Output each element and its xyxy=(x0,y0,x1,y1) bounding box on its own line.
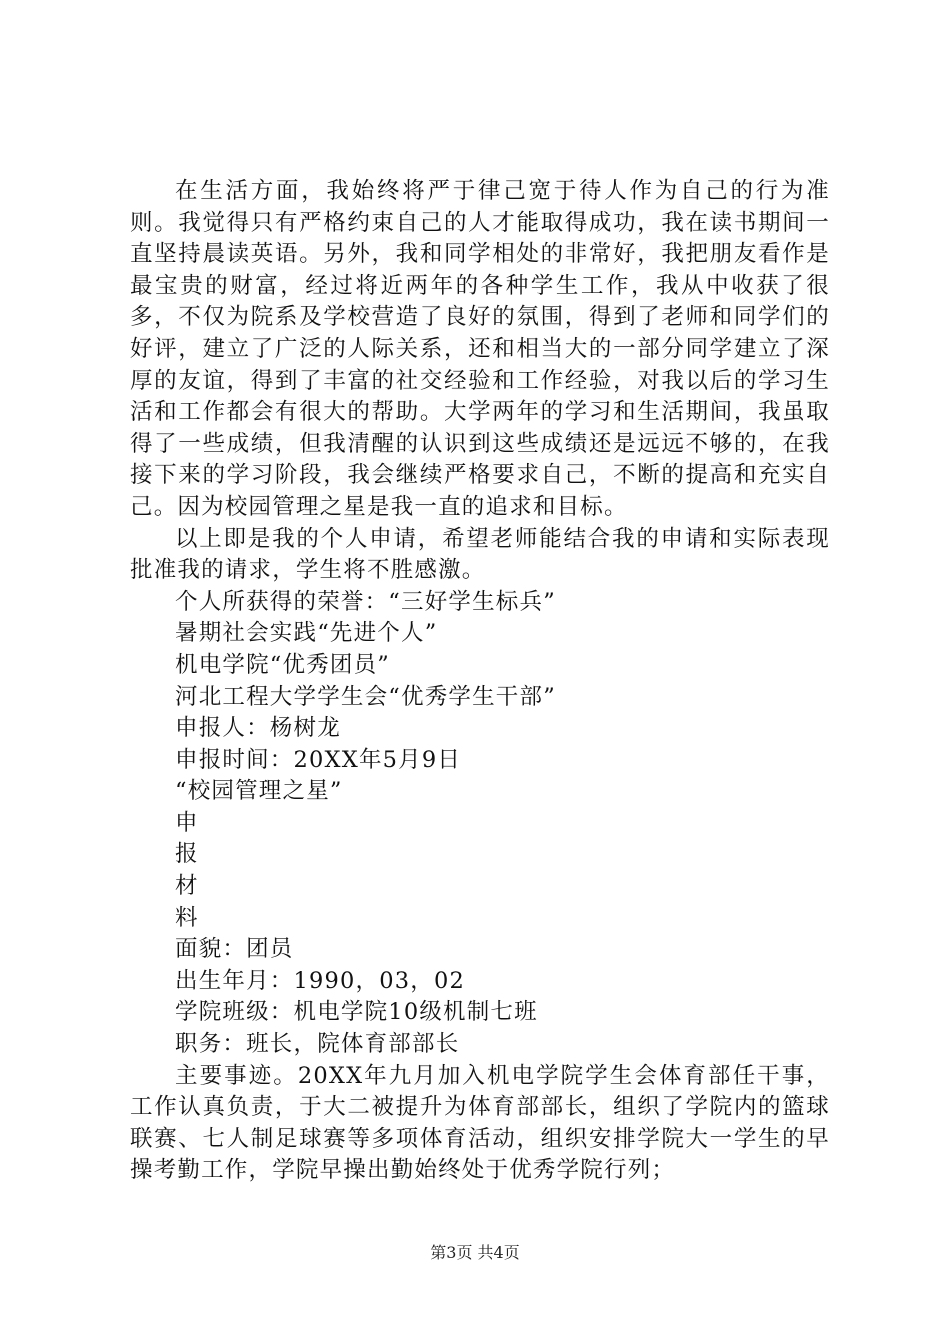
honor-line: 机电学院“优秀团员” xyxy=(175,651,391,678)
page-footer: 第3页 共4页 xyxy=(430,1243,520,1262)
deeds-paragraph: 主要事迹。20XX年九月加入机电学院学生会体育部任干事，工作认真负责，于大二被提升为体育部部长，组织了学院内的篮球联赛、七人制足球赛等多项体育活动，组织安排学院大一学生的早操考勤工作，学院早操出勤始终处于优秀学院行列； xyxy=(130,1062,830,1184)
closing-paragraph: 以上即是我的个人申请，希望老师能结合我的申请和实际表现批准我的请求，学生将不胜感激。 xyxy=(130,525,830,584)
honor-line: 河北工程大学学生会“优秀学生干部” xyxy=(175,683,556,710)
class-line: 学院班级：机电学院10级机制七班 xyxy=(175,999,538,1026)
material-char: 报 xyxy=(175,841,199,868)
birth-date-line: 出生年月：1990，03，02 xyxy=(175,967,466,994)
honor-line: 暑期社会实践“先进个人” xyxy=(175,620,438,647)
political-status-line: 面貌：团员 xyxy=(175,936,294,963)
material-char: 材 xyxy=(175,873,199,900)
material-char: 申 xyxy=(175,809,199,836)
position-line: 职务：班长，院体育部部长 xyxy=(175,1031,460,1058)
life-paragraph: 在生活方面，我始终将严于律己宽于待人作为自己的行为准则。我觉得只有严格约束自己的人才能取得成功，我在读书期间一直坚持晨读英语。另外，我和同学相处的非常好，我把朋友看作是最宝贵的财富，经过将近两年的各种学生工作，我从中收获了很多，不仅为院系及学校营造了良好的氛围，得到了老师和同学们的好评，建立了广泛的人际关系，还和相当大的一部分同学建立了深厚的友谊，得到了丰富的社交经验和工作经验，对我以后的学习生活和工作都会有很大的帮助。大学两年的学习和生活期间，我虽取得了一些成绩，但我清醒的认识到这些成绩还是远远不够的，在我接下来的学习阶段，我会继续严格要求自己，不断的提高和充实自己。因为校园管理之星是我一直的追求和目标。 xyxy=(130,178,830,520)
date-line: 申报时间：20XX年5月9日 xyxy=(175,746,462,773)
material-char: 料 xyxy=(175,904,199,931)
applicant-line: 申报人：杨树龙 xyxy=(175,715,341,742)
honor-line: 个人所获得的荣誉：“三好学生标兵” xyxy=(175,588,556,615)
material-title: “校园管理之星” xyxy=(175,778,343,805)
document-body xyxy=(130,176,830,1187)
